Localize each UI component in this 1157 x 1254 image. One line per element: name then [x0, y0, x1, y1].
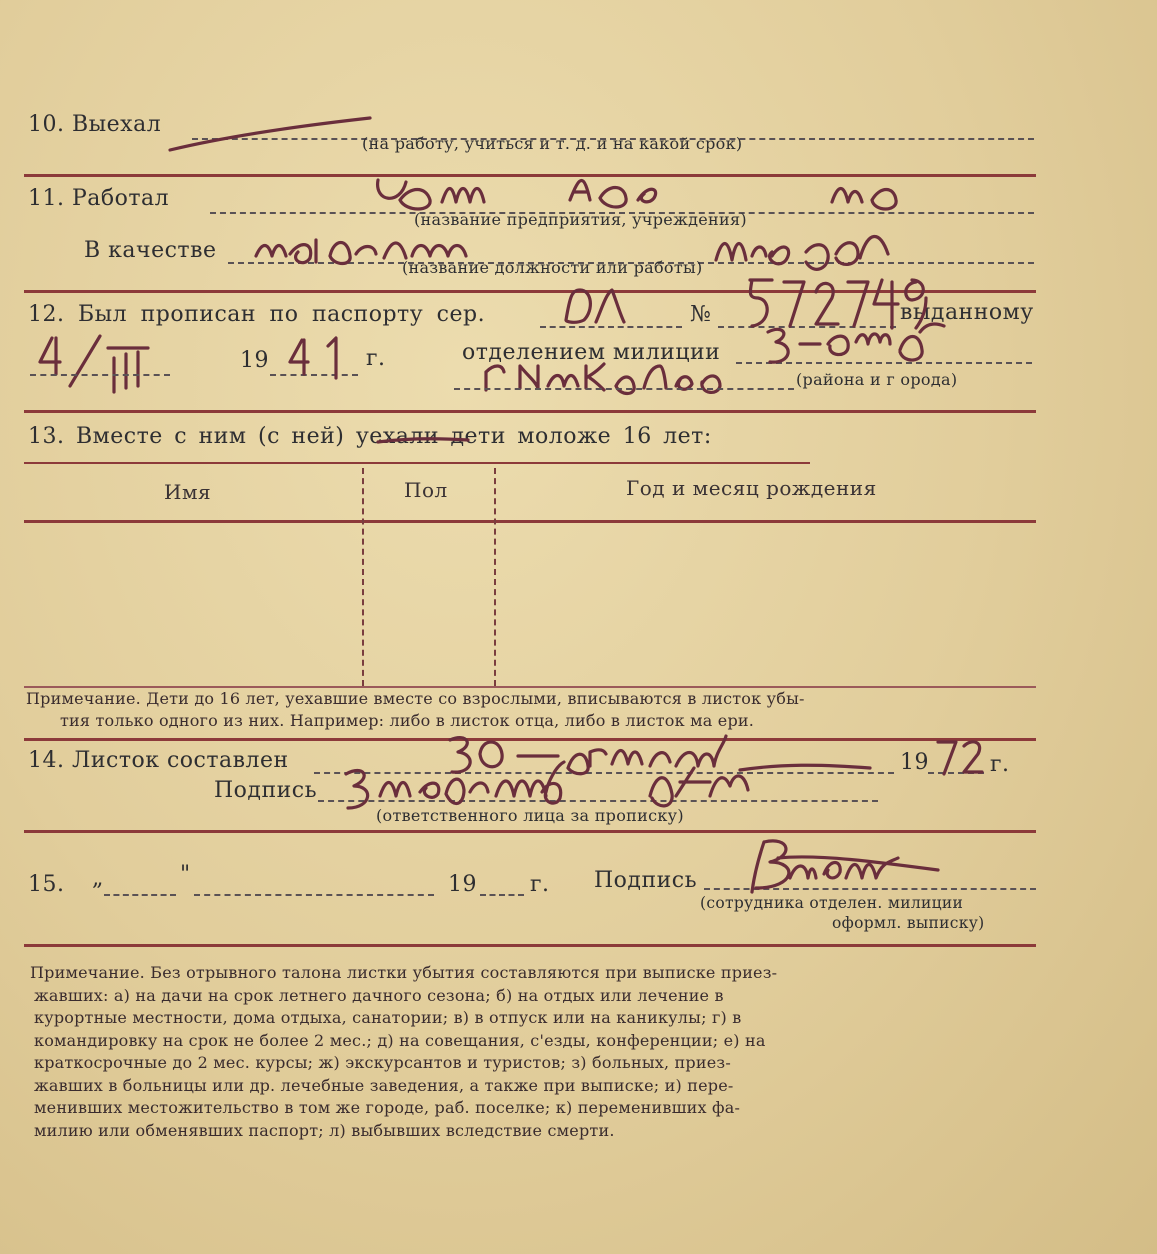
section15-g-label: г. [530, 872, 550, 897]
section12-number-label: № [690, 302, 712, 327]
section12-issued-label: выданному [900, 300, 1034, 325]
section12-caption: (района и г орода) [796, 370, 958, 389]
note2-line: Примечание. Без отрывного талона листки убытия составляются при выписке приез- [30, 963, 778, 982]
section13-strike [374, 430, 474, 450]
section10-dash-stroke [160, 108, 380, 163]
section15-caption1: (сотрудника отделен. милиции [700, 894, 964, 912]
section12-year-label: 19 [240, 348, 269, 373]
section12-city-line [454, 388, 794, 390]
table-vline-1 [362, 468, 366, 686]
section15-year-line [480, 894, 524, 896]
section15-quote-close: " [180, 862, 191, 887]
handwriting-city-ink [476, 352, 776, 400]
note2-line: жавших: а) на дачи на срок летнего дачного сезона; б) на отдых или лечение в [34, 985, 724, 1005]
section11-caption2: (название должности или работы) [402, 258, 703, 277]
section11-label: 11. Работал [28, 186, 170, 211]
section13-label: 13. Вместе с ним (с ней) уехали дети моложе 16 лет: [28, 424, 712, 449]
handwriting-year41-ink [282, 332, 362, 384]
section14-g-label: г. [990, 752, 1010, 777]
note1-line1: Примечание. Дети до 16 лет, уехавшие вместе со взрослыми, вписываются в листок убы- [26, 689, 805, 708]
note2-line: милию или обменявших паспорт; л) выбывших вследствие смерти. [34, 1120, 615, 1140]
section15-label: 15. [28, 872, 65, 897]
note2-line: краткосрочные до 2 мес. курсы; ж) экскурсантов и туристов; з) больных, приез- [34, 1053, 731, 1072]
table-col-name: Имя [164, 480, 212, 504]
handwriting-employer-ink [360, 162, 920, 222]
table-header-rule [24, 520, 1036, 523]
section11-label2: В качестве [84, 238, 217, 263]
section15-year-label: 19 [448, 872, 477, 897]
table-vline-2 [494, 468, 498, 686]
section15-caption2: оформл. выписку) [832, 914, 985, 932]
section12-date-line [30, 374, 170, 376]
note2-line: менивших местожительство в том же городе, раб. поселке; к) переменивших фа- [34, 1098, 741, 1117]
note2-line: жавших в больницы или др. лечебные заведения, а также при выписке; и) пере- [34, 1075, 734, 1095]
section12-label: 12. Был прописан по паспорту сер. [28, 302, 486, 327]
section11-caption1: (название предприятия, учреждения) [414, 210, 747, 229]
handwriting-militia-ink [760, 318, 1000, 372]
handwriting-date-ink [30, 330, 180, 400]
section15-day-line [104, 894, 176, 896]
note2-line: курортные местности, дома отдыха, санатории; в) в отпуск или на каникулы; г) в [34, 1008, 742, 1027]
section12-g-label: г. [366, 346, 386, 371]
handwriting-signature2-ink [728, 832, 968, 902]
section10-label: 10. Выехал [28, 112, 162, 137]
handwriting-compiled-year-ink [930, 730, 990, 780]
table-col-birth: Год и месяц рождения [626, 476, 877, 500]
section15-sign-label: Подпись [594, 868, 698, 893]
divider-12 [24, 410, 1036, 413]
section12-militia-label: отделением милиции [462, 340, 721, 365]
note2 [30, 962, 1040, 1142]
table-top-rule [24, 462, 810, 464]
handwriting-series-ink [556, 276, 696, 332]
note2-line: командировку на срок не более 2 мес.; д) на совещания, с'езды, конференции; е) на [34, 1030, 766, 1050]
divider-15 [24, 944, 1036, 947]
section14-label: 14. Листок составлен [28, 748, 289, 773]
section14-sign-label: Подпись [214, 778, 318, 803]
section14-caption: (ответственного лица за прописку) [376, 806, 684, 825]
note1-line2: тия только одного из них. Например: либо в листок отца, либо в листок ма ери. [60, 711, 755, 730]
section10-caption: (на работу, учиться и т. д. и на какой срок) [362, 134, 743, 153]
section14-year-label: 19 [900, 750, 929, 775]
section15-month-line [194, 894, 434, 896]
section15-quote-open: „ [92, 866, 104, 891]
table-col-sex: Пол [404, 478, 448, 502]
